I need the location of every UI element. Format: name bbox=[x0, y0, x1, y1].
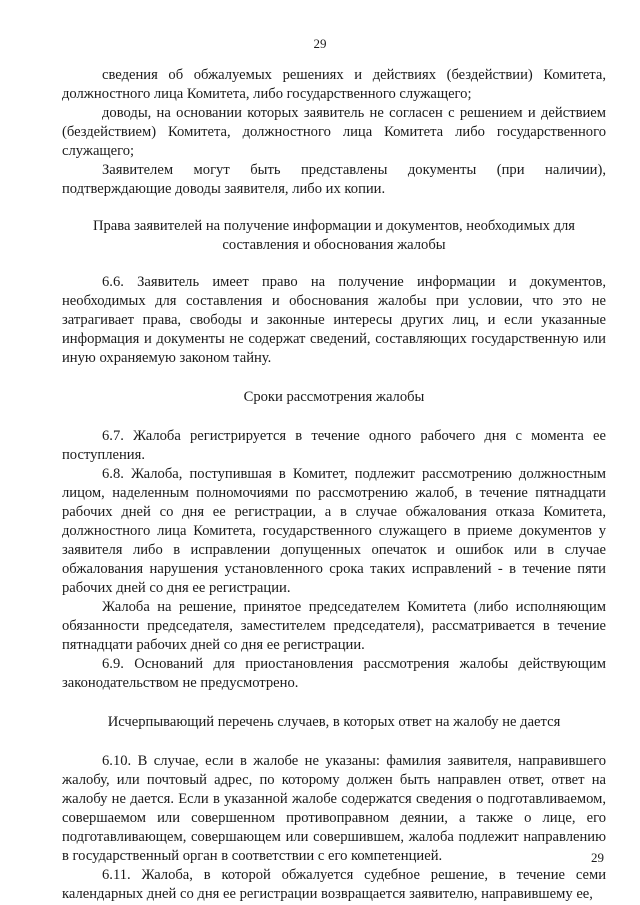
page-number-top: 29 bbox=[313, 36, 327, 51]
paragraph-supporting-documents: Заявителем могут быть представлены документы (при наличии), подтверждающие доводы заявителя, либо их копии. bbox=[62, 162, 606, 197]
paragraph-6-9: 6.9. Оснований для приостановления рассмотрения жалобы действующим законодательством не предусмотрено. bbox=[62, 656, 606, 691]
page-number-bottom: 29 bbox=[591, 850, 604, 865]
paragraph-6-6: 6.6. Заявитель имеет право на получение информации и документов, необходимых для составления и обоснования жалобы при условии, что это не затрагивает права, свободы и законные интересы других лиц, и если указанные информация и документы не содержат сведений, составляющих государственную или иную охраняемую законом тайну. bbox=[62, 274, 606, 366]
document-body bbox=[62, 66, 606, 904]
section-heading-terms: Сроки рассмотрения жалобы bbox=[243, 389, 425, 405]
section-heading-no-response-cases: Исчерпывающий перечень случаев, в которых ответ на жалобу не дается bbox=[107, 714, 561, 730]
section-heading-rights: Права заявителей на получение информации и документов, необходимых для составления и обоснования жалобы bbox=[92, 218, 576, 253]
paragraph-appeal-info: сведения об обжалуемых решениях и действиях (бездействии) Комитета, должностного лица Комитета, либо государственного служащего; bbox=[62, 67, 606, 102]
paragraph-applicant-arguments: доводы, на основании которых заявитель не согласен с решением и действием (бездействием) Комитета, должностного лица Комитета либо государственного служащего; bbox=[62, 105, 606, 159]
paragraph-6-7: 6.7. Жалоба регистрируется в течение одного рабочего дня с момента ее поступления. bbox=[62, 428, 606, 463]
paragraph-chairman-decision: Жалоба на решение, принятое председателем Комитета (либо исполняющим обязанности председателя, заместителем председателя), рассматривается в течение пятнадцати рабочих дней со дня ее регистрации. bbox=[62, 599, 606, 653]
paragraph-6-11: 6.11. Жалоба, в которой обжалуется судебное решение, в течение семи календарных дней со дня ее регистрации возвращается заявителю, направившему ее, bbox=[62, 867, 606, 902]
paragraph-6-8: 6.8. Жалоба, поступившая в Комитет, подлежит рассмотрению должностным лицом, наделенным полномочиями по рассмотрению жалоб, в течение пятнадцати рабочих дней со дня ее регистрации, а в случае обжалования отказа Комитета, должностного лица Комитета, государственного служащего в приеме документов у заявителя либо в исправлении допущенных опечаток и ошибок или в случае обжалования нарушения установленного срока таких исправлений - в течение пяти рабочих дней со дня ее регистрации. bbox=[62, 466, 606, 596]
paragraph-6-10: 6.10. В случае, если в жалобе не указаны: фамилия заявителя, направившего жалобу, или почтовый адрес, по которому должен быть направлен ответ, ответ на жалобу не дается. Если в указанной жалобе содержатся сведения о подготавливаемом, совершаемом или совершенном противоправном деянии, а также о лице, его подготавливающем, совершающем или совершившем, жалоба подлежит направлению в государственный орган в соответствии с его компетенцией. bbox=[62, 753, 606, 864]
